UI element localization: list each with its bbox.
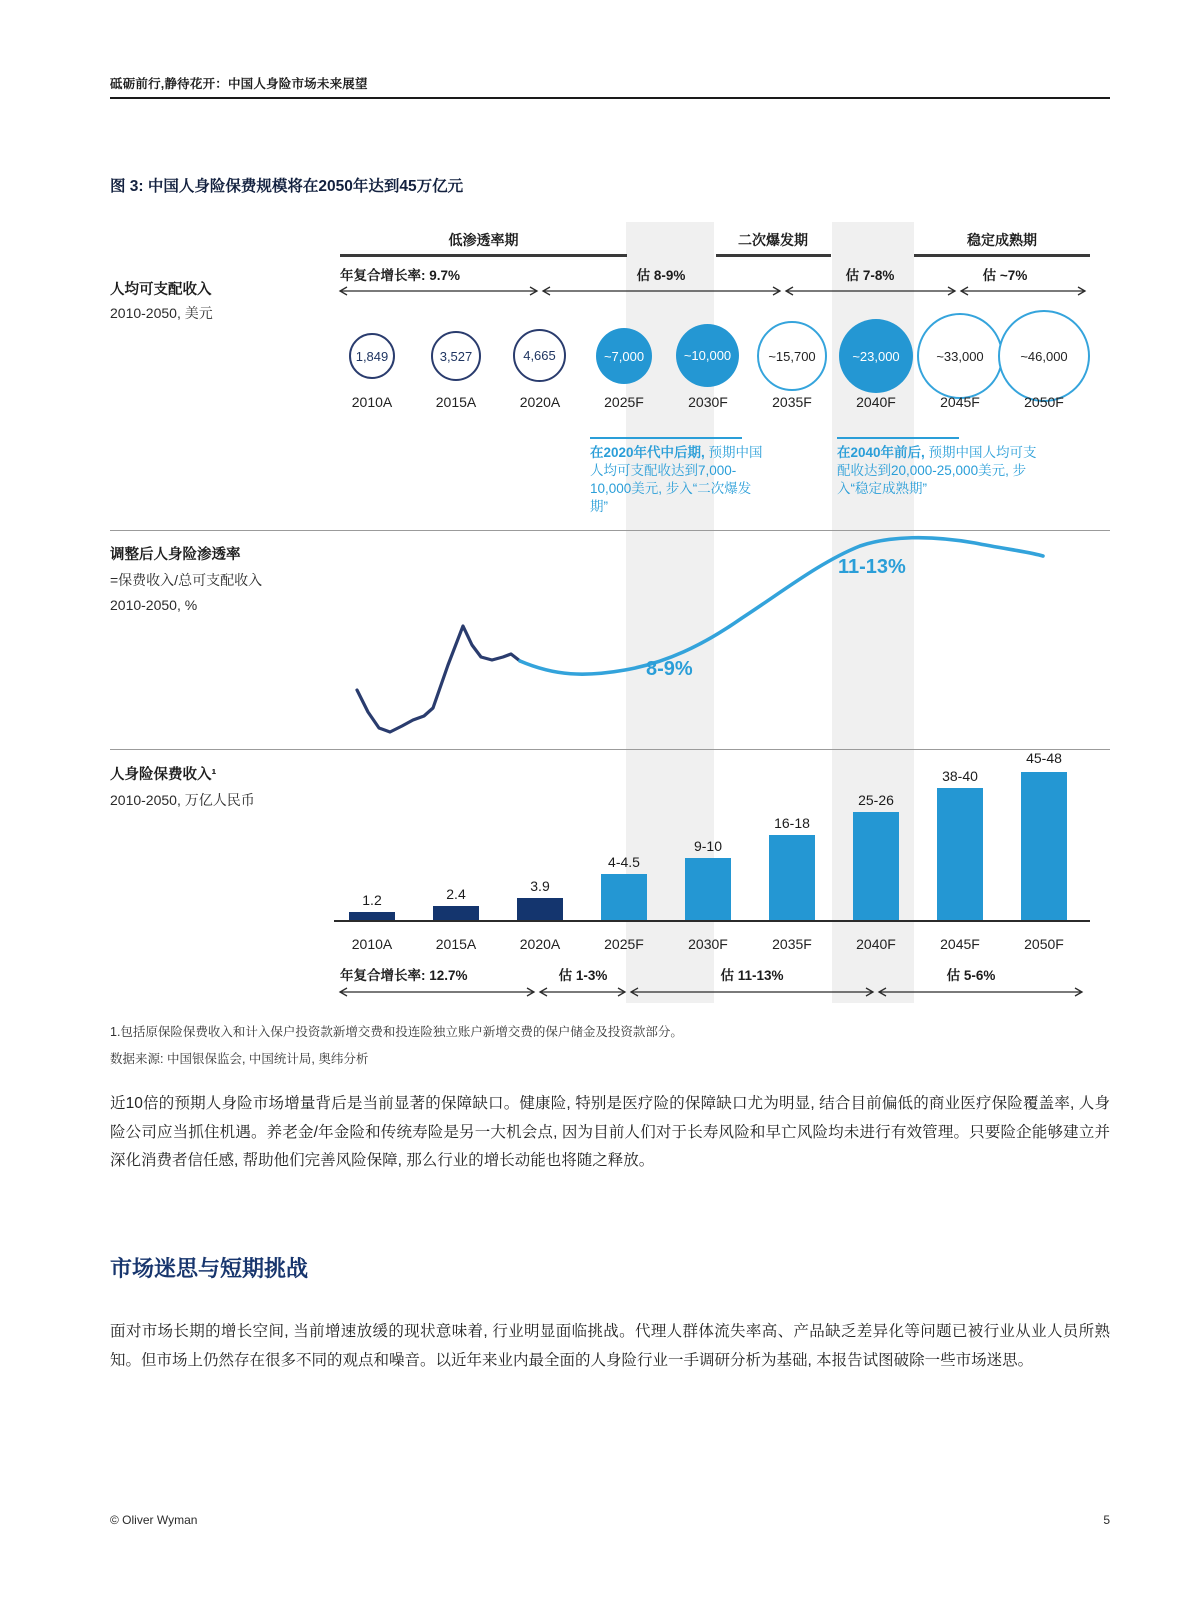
premium-cagr-4: 估 5-6% xyxy=(946,968,996,983)
income-bubble-value: ~15,700 xyxy=(768,348,816,364)
premium-bar-2030 xyxy=(685,858,731,920)
header-rule xyxy=(110,97,1110,99)
premium-year-2030: 2030F xyxy=(688,936,728,952)
premium-bar-2015 xyxy=(433,906,479,920)
premium-year-2010: 2010A xyxy=(351,936,393,952)
annotation-2040 xyxy=(837,444,1045,498)
premium-value-2025: 4-4.5 xyxy=(608,854,640,870)
premium-cagr-2: 估 1-3% xyxy=(558,968,608,983)
income-bubble-2035 xyxy=(757,321,827,391)
premium-value-2020: 3.9 xyxy=(530,878,550,894)
section-divider-2 xyxy=(110,749,1110,750)
income-bubble-value: ~23,000 xyxy=(852,348,900,364)
premium-value-2050: 45-48 xyxy=(1026,750,1062,766)
premium-bar-2035 xyxy=(769,835,815,920)
phase-label-low-penetration: 低渗透率期 xyxy=(448,232,519,248)
annotation-2020s xyxy=(590,444,765,516)
income-bubble-value: ~33,000 xyxy=(936,348,984,364)
income-bubble-value: ~10,000 xyxy=(683,348,732,363)
premium-value-2045: 38-40 xyxy=(942,768,978,784)
premium-bar-2050 xyxy=(1021,772,1067,920)
phase-underline-1 xyxy=(340,254,627,257)
premium-value-2035: 16-18 xyxy=(774,815,810,831)
premium-cagr-arrows xyxy=(330,984,1090,1000)
phase-underline-3 xyxy=(914,254,1090,257)
penetration-section-title: 调整后人身险渗透率 xyxy=(110,547,241,563)
income-bubble-2015 xyxy=(431,331,481,381)
penetration-subtitle: 2010-2050, % xyxy=(110,597,198,613)
premium-bar-2040 xyxy=(853,812,899,920)
income-cagr-1: 年复合增长率: 9.7% xyxy=(340,268,461,283)
annotation-lead: 在2020年代中后期, xyxy=(590,445,705,460)
annotation-lead: 在2040年前后, xyxy=(837,445,925,460)
income-bubble-value: 3,527 xyxy=(439,348,473,364)
premium-bar-2020 xyxy=(517,898,563,920)
figure-source: 数据来源: 中国银保监会, 中国统计局, 奥纬分析 xyxy=(110,1052,369,1066)
income-year-2015: 2015A xyxy=(435,394,477,410)
premium-year-2045: 2045F xyxy=(940,936,980,952)
premium-cagr-3: 估 11-13% xyxy=(720,968,784,983)
income-cagr-4: 估 ~7% xyxy=(982,268,1028,283)
income-bubble-2030 xyxy=(676,324,739,387)
premium-value-2015: 2.4 xyxy=(446,886,466,902)
income-bubble-value: ~46,000 xyxy=(1020,348,1068,364)
income-year-2045: 2045F xyxy=(940,394,980,410)
income-bubble-2050 xyxy=(998,310,1090,402)
annotation-rule-2 xyxy=(837,437,959,439)
premium-cagr-1: 年复合增长率: 12.7% xyxy=(340,968,468,983)
figure-title: 图 3: 中国人身险保费规模将在2050年达到45万亿元 xyxy=(110,178,464,195)
income-bubble-value: ~7,000 xyxy=(603,348,645,364)
income-year-2020: 2020A xyxy=(519,394,561,410)
penetration-historical-line xyxy=(357,626,520,732)
income-bubble-2025 xyxy=(596,328,652,384)
premium-bar-2025 xyxy=(601,874,647,920)
footer-page-number: 5 xyxy=(1103,1513,1110,1527)
annotation-rule-1 xyxy=(590,437,742,439)
premium-year-2015: 2015A xyxy=(435,936,477,952)
premium-section-title: 人身险保费收入¹ xyxy=(110,767,217,783)
penetration-line-chart xyxy=(330,530,1090,745)
income-bubble-value: 1,849 xyxy=(355,348,389,364)
income-bubble-2020 xyxy=(513,329,566,382)
income-year-2010: 2010A xyxy=(351,394,393,410)
premium-x-axis xyxy=(334,920,1090,922)
premium-year-2020: 2020A xyxy=(519,936,561,952)
footer-copyright: © Oliver Wyman xyxy=(110,1513,198,1527)
premium-bar-2010 xyxy=(349,912,395,920)
penetration-formula: =保费收入/总可支配收入 xyxy=(110,572,263,588)
phase-label-mature: 稳定成熟期 xyxy=(967,232,1037,248)
income-year-2030: 2030F xyxy=(688,394,728,410)
income-cagr-arrows xyxy=(330,283,1090,299)
premium-year-2035: 2035F xyxy=(772,936,812,952)
income-section-subtitle: 2010-2050, 美元 xyxy=(110,305,213,321)
body-paragraph-2: 面对市场长期的增长空间, 当前增速放缓的现状意味着, 行业明显面临挑战。代理人群体流失率高、产品缺乏差异化等问题已被行业从业人员所熟知。但市场上仍然存在很多不同的观点和噪音。以近年来业内最全面的人身险行业一手调研分析为基础, 本报告试图破除一些市场迷思。 xyxy=(110,1323,1110,1369)
penetration-mid-label: 8-9% xyxy=(646,658,693,680)
income-bubble-2040 xyxy=(839,319,913,393)
premium-year-2025: 2025F xyxy=(604,936,644,952)
premium-bar-2045 xyxy=(937,788,983,920)
premium-value-2010: 1.2 xyxy=(362,892,382,908)
penetration-peak-label: 11-13% xyxy=(838,556,906,578)
premium-year-2050: 2050F xyxy=(1024,936,1064,952)
premium-year-2040: 2040F xyxy=(856,936,896,952)
premium-value-2040: 25-26 xyxy=(858,792,894,808)
section-heading: 市场迷思与短期挑战 xyxy=(110,1256,309,1281)
income-bubble-value: 4,665 xyxy=(523,348,556,363)
income-year-2040: 2040F xyxy=(856,394,896,410)
income-year-2035: 2035F xyxy=(772,394,812,410)
income-bubble-2010 xyxy=(349,333,395,379)
figure-footnote: 1.包括原保险保费收入和计入保户投资款新增交费和投连险独立账户新增交费的保户储金及投资款部分。 xyxy=(110,1025,683,1039)
annotation-rest: 预期中国人均可支配收达到7,000-10,000美元, 步入“二次爆发期” xyxy=(590,445,763,515)
document-header-title: 砥砺前行,静待花开：中国人身险市场未来展望 xyxy=(110,77,368,91)
phase-underline-2 xyxy=(716,254,831,257)
premium-subtitle: 2010-2050, 万亿人民币 xyxy=(110,792,255,808)
premium-value-2030: 9-10 xyxy=(693,838,723,854)
income-cagr-2: 估 8-9% xyxy=(636,268,686,283)
income-cagr-3: 估 7-8% xyxy=(845,268,895,283)
income-section-title: 人均可支配收入 xyxy=(110,282,212,298)
body-paragraph-1: 近10倍的预期人身险市场增量背后是当前显著的保障缺口。健康险, 特别是医疗险的保障缺口尤为明显, 结合目前偏低的商业医疗保险覆盖率, 人身险公司应当抓住机遇。养老金/年金险和传统寿险是另一大机会点, 因为目前人们对于长寿风险和早亡风险均未进行有效管理。只要险企能够建立并深化消费者信任感, 帮助他们完善风险保障, 那么行业的增长动能也将随之释放。 xyxy=(110,1095,1110,1170)
income-year-2050: 2050F xyxy=(1024,394,1064,410)
phase-label-second-boom: 二次爆发期 xyxy=(738,232,808,248)
income-bubble-2045 xyxy=(917,313,1003,399)
annotation-rest: 预期中国人均可支配收达到20,000-25,000美元, 步入“稳定成熟期” xyxy=(837,445,1037,497)
penetration-forecast-line xyxy=(520,538,1043,675)
income-year-2025: 2025F xyxy=(604,394,644,410)
